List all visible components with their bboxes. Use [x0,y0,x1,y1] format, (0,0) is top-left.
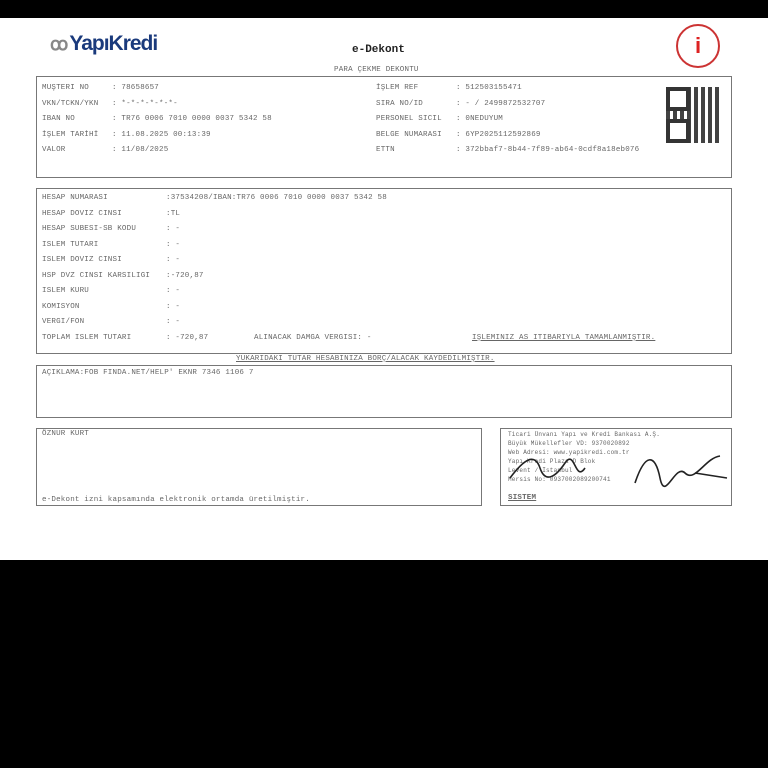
customer-name: ÖZNUR KURT [42,430,90,438]
detail-field-value: : - [166,225,181,233]
transaction-field-value: : 372bbaf7-8b44-7f89-ab64-0cdf8a18eb076 [456,146,640,154]
bank-info-line: Mersis No: 0937002089200741 [508,476,611,483]
yapikredi-logo [50,32,157,56]
detail-field-label: HSP DVZ CINSI KARSILIGI [42,271,151,280]
transaction-field-label: İŞLEM REF [376,84,419,92]
transaction-field-label: ETTN [376,146,395,154]
bank-info-line: Ticari Ünvanı Yapı ve Kredi Bankası A.Ş. [508,431,661,438]
signer: SISTEM [508,494,537,502]
notice-text: YUKARIDAKI TUTAR HESABINIZA BORÇ/ALACAK KAYDEDILMIŞTIR. [236,355,495,363]
transaction-field-label: BELGE NUMARASI [376,130,442,139]
bank-info-line: Büyük Mükellefler VD: 9370020892 [508,440,630,447]
transaction-field-value: : 6YP2025112592869 [456,130,541,139]
detail-field-label: ISLEM DOVIZ CINSI [42,256,122,264]
customer-field-value: : 11.08.2025 00:13:39 [112,130,211,139]
customer-field-value: : 11/08/2025 [112,146,169,154]
document-title: e-Dekont [352,44,405,56]
detail-field-value: :-720,87 [166,271,204,280]
customer-field-value: : 78658657 [112,84,160,92]
detail-field-value: :TL [166,209,181,218]
customer-field-label: MUŞTERI NO [42,84,90,92]
customer-field-value: : TR76 0006 7010 0000 0037 5342 58 [112,115,272,123]
detail-field-label: VERGI/FON [42,318,85,326]
detail-field-label: HESAP DOVIZ CINSI [42,209,122,218]
detail-field-label: TOPLAM ISLEM TUTARI [42,333,132,342]
customer-field-label: VKN/TCKN/YKN [42,99,99,108]
document-subtitle: PARA ÇEKME DEKONTU [334,66,419,74]
detail-field-label: HESAP SUBESI-SB KODU [42,225,137,233]
bank-info-line: Yapı Kredi Plaza D Blok [508,458,596,465]
logo-icon: ꝏ [50,34,68,54]
customer-field-label: VALOR [42,146,66,154]
detail-field-value: : - [166,287,181,295]
detail-field-label: ISLEM KURU [42,287,90,295]
customer-name-box [36,428,482,506]
detail-field-value: : - [166,318,181,326]
seal-letter: i [694,33,702,58]
customer-field-label: İŞLEM TARİHİ [42,130,99,139]
description: AÇIKLAMA:FOB FINDA.NET/HELP' EKNR 7346 1106 7 [42,369,254,377]
stamp-tax: ALINACAK DAMGA VERGISI: - [254,334,372,342]
transaction-field-value: : - / 2499872532707 [456,99,546,108]
bank-info-line: Web Adresi: www.yapikredi.com.tr [508,449,630,456]
customer-field-value: : *-*-*-*-*-*- [112,99,178,108]
detail-field-value: : - [166,302,181,311]
detail-field-value: :37534208/IBAN:TR76 0006 7010 0000 0037 5342 58 [166,194,387,202]
seal-logo [676,24,720,68]
footer-note: e-Dekont izni kapsamında elektronik ortamda üretilmiştir. [42,496,310,504]
receipt-page [0,18,768,560]
bank-info-line: Levent / İstanbul [508,467,573,474]
transaction-field-value: : 512503155471 [456,84,522,92]
transaction-field-value: : 0NEDUYUM [456,115,504,123]
brand-name: YapıKredi [69,32,158,55]
detail-field-label: HESAP NUMARASI [42,194,108,202]
detail-field-value: : -720,87 [166,333,209,342]
signature [505,448,730,488]
detail-field-label: KOMISYON [42,302,80,311]
completed-text: IŞLEMINIZ AS ITIBARIYLA TAMAMLANMIŞTIR. [472,334,656,342]
transaction-field-label: SIRA NO/ID [376,99,424,108]
customer-field-label: IBAN NO [42,115,75,123]
transaction-field-label: PERSONEL SICIL [376,115,442,123]
qr-code [666,87,722,143]
detail-field-value: : - [166,256,181,264]
detail-field-value: : - [166,240,181,249]
detail-field-label: ISLEM TUTARI [42,240,99,249]
